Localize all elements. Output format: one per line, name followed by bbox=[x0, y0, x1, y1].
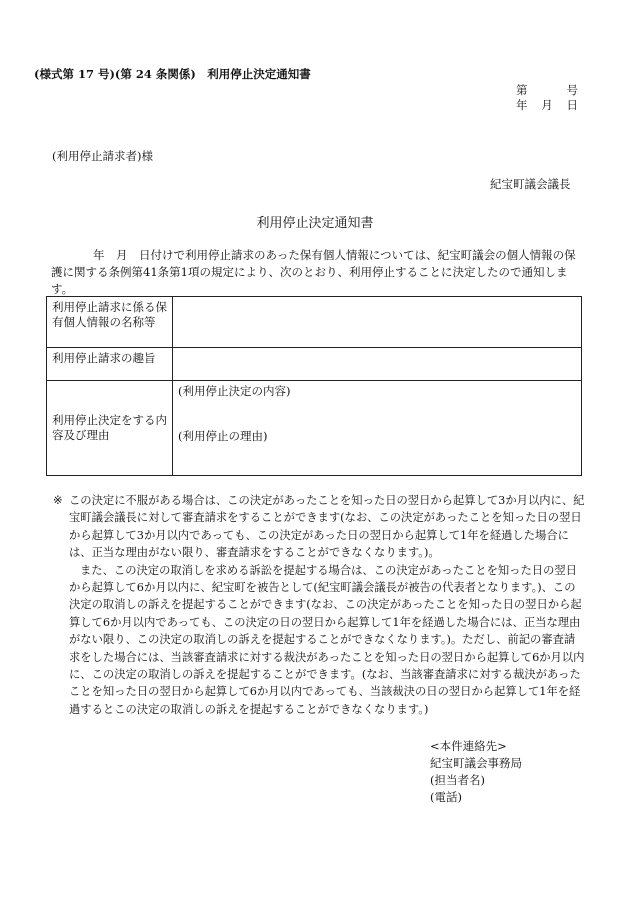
row-label-info-name: 利用停止請求に係る保有個人情報の名称等 bbox=[47, 297, 173, 348]
note-paragraph bbox=[53, 492, 585, 562]
notes-section bbox=[53, 492, 585, 718]
table-row bbox=[47, 381, 582, 476]
contact-block bbox=[430, 738, 590, 806]
note-text-appeal: この決定に不服がある場合は、この決定があったことを知った日の翌日から起算して3か月以内に、紀宝町議会議長に対して審査請求をすることができます(なお、この決定があったことを知った日の翌日から起算して3か月以内であっても、この決定があった日の翌日から起算して1年を経過した場合には、正当な理由がない限り、審査請求をすることができなくなります。)。 bbox=[69, 494, 585, 560]
row-label-purpose: 利用停止請求の趣旨 bbox=[47, 348, 173, 381]
document-number-line bbox=[516, 82, 578, 98]
information-table bbox=[46, 296, 582, 476]
document-title: 利用停止決定通知書 bbox=[256, 216, 374, 231]
note-mark: ※ bbox=[53, 494, 63, 507]
row-value-decision bbox=[173, 381, 582, 476]
contact-office: 紀宝町議会事務局 bbox=[430, 756, 522, 770]
note-text-lawsuit: また、この決定の取消しを求める訴訟を提起する場合は、この決定があったことを知った日の翌日から起算して6か月以内に、紀宝町を被告として(紀宝町議会議長が被告の代表者となります。)、この決定の取消しの訴えを提起することができます(なお、この決定があったことを知った日の翌日から起算して6か月以内であっても、この決定の日の翌日から起算して1年を経過した場合には、正当な理由がない限り、この決定の取消しの訴えを提起することができなくなります。)。ただし、前記の審査請求をした場合には、当該審査請求に対する裁決があったことを知った日の翌日から起算して6か月以内に、この決定の取消しの訴えを提起することができます。(なお、当該審査請求に対する裁決があったことを知った日の翌日から起算して6か月以内であっても、当該裁決の日の翌日から起算して1年を経過するとこの決定の取消しの訴えを提起することができなくなります。) bbox=[69, 563, 585, 716]
sender: 紀宝町議会議長 bbox=[490, 177, 571, 191]
contact-person: (担当者名) bbox=[430, 773, 485, 787]
day-label: 日 bbox=[566, 98, 578, 112]
contact-phone: (電話) bbox=[430, 790, 462, 804]
row-value-purpose bbox=[173, 348, 582, 381]
decision-content-label: (利用停止決定の内容) bbox=[178, 384, 291, 398]
row-value-info-name bbox=[173, 297, 582, 348]
table-row bbox=[47, 348, 582, 381]
date-line bbox=[516, 97, 578, 113]
year-label: 年 bbox=[516, 98, 528, 112]
body-text: 年 月 日付けで利用停止請求のあった保有個人情報については、紀宝町議会の個人情報の保護に関する条例第41条第1項の規定により、次のとおり、利用停止することに決定したので通知します。 bbox=[51, 248, 576, 296]
month-label: 月 bbox=[541, 98, 553, 112]
number-suffix: 号 bbox=[566, 83, 578, 97]
decision-reason-label: (利用停止の理由) bbox=[178, 429, 268, 443]
number-prefix: 第 bbox=[516, 83, 528, 97]
addressee: (利用停止請求者)様 bbox=[52, 149, 153, 163]
contact-heading: <本件連絡先> bbox=[430, 739, 507, 753]
form-number: (様式第 17 号)(第 24 条関係) 利用停止決定通知書 bbox=[34, 67, 311, 81]
table-row bbox=[47, 297, 582, 348]
row-label-decision: 利用停止決定をする内容及び理由 bbox=[47, 381, 173, 476]
